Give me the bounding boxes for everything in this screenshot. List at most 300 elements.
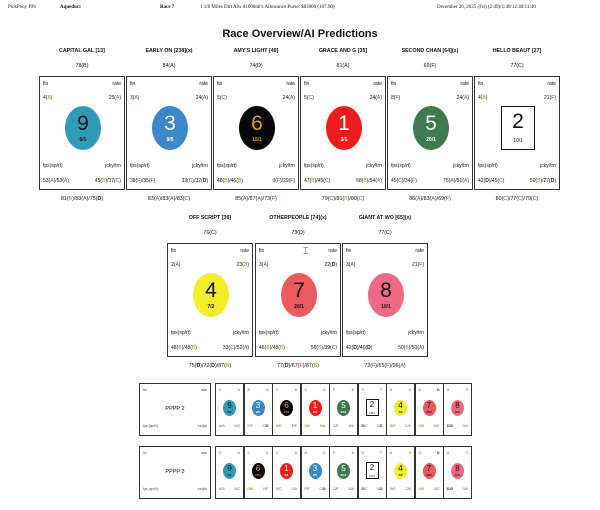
saddlecloth-badge	[239, 106, 275, 150]
saddlecloth-badge	[413, 106, 449, 150]
fps-value: 47(B)/45(C)	[304, 178, 331, 184]
fin-label: fin	[143, 388, 147, 392]
saddlecloth-badge	[451, 400, 464, 416]
odds-value: 10/1	[454, 410, 461, 414]
pppp-horse-cell[interactable]	[415, 383, 444, 436]
rate-grade: D	[436, 451, 440, 455]
fin-label: fin	[130, 81, 136, 87]
speed-figures: 72(F)/65(F)/96(A)	[364, 363, 406, 369]
pppp-label-cell	[139, 446, 211, 499]
jcky-grade: A/A	[348, 487, 354, 491]
jcky-value: 56(B)/39(C)	[310, 345, 337, 351]
odds-value: 7/2	[398, 473, 403, 477]
fin-label: fin	[171, 248, 177, 254]
program-number: 8	[380, 279, 392, 302]
fps-label: fps(sp/rt)	[304, 163, 324, 169]
morning-line: 74(D)	[249, 63, 263, 69]
pppp-label-cell	[139, 383, 211, 436]
program-number: 2	[369, 463, 375, 472]
jcky-label: jcky/trn	[192, 163, 208, 169]
rate-grade: F	[465, 451, 468, 455]
pppp-horse-cell[interactable]	[244, 383, 273, 436]
morning-line: 78(B)	[75, 63, 89, 69]
jcky-label: jcky/trn	[366, 163, 382, 169]
program-number: 8	[455, 464, 460, 473]
saddlecloth-badge	[309, 400, 322, 416]
jcky-grade: C/D	[319, 487, 326, 491]
jcky-grade: B/A	[319, 424, 326, 428]
saddlecloth-badge	[326, 106, 362, 150]
pppp-horse-cell[interactable]	[386, 383, 415, 436]
saddlecloth-badge	[366, 462, 379, 479]
odds-value: 3/1	[284, 473, 289, 477]
fps-value: 48(B)/48(B)	[171, 345, 197, 351]
fin-grade: F	[333, 388, 336, 392]
jcky-value: 0(F)/29(F)	[272, 178, 295, 184]
fin-value: 4(B)	[478, 95, 488, 101]
program-number: 6	[284, 401, 289, 410]
jcky-label: jcky/trn	[233, 330, 249, 336]
fps-grade: A/A	[219, 424, 225, 428]
pppp-horse-cell[interactable]	[358, 383, 387, 436]
saddlecloth-badge	[252, 463, 265, 479]
fps-grade: F/F	[304, 487, 310, 491]
program-number: 4	[205, 279, 217, 302]
rate-grade: B	[408, 388, 411, 392]
rate-value: 24(A)	[282, 95, 295, 101]
odds-value: 20/1	[340, 473, 347, 477]
fin-grade: C	[304, 388, 308, 392]
fps-label: fps(sp/rt)	[171, 330, 191, 336]
fin-value: 5(C)	[217, 95, 227, 101]
saddlecloth-badge	[337, 463, 350, 479]
fps-grade: C/F	[333, 424, 339, 428]
saddlecloth-badge	[193, 273, 229, 317]
program-number: 7	[426, 464, 432, 473]
fin-value: 5(C)	[304, 95, 314, 101]
fin-grade: A	[418, 388, 421, 392]
rate-value: 24(A)	[369, 95, 382, 101]
odds-value: 9/5	[166, 137, 174, 143]
odds-value: 9/5	[312, 473, 318, 477]
rate-label: rate	[547, 81, 556, 87]
odds-value: 20/1	[294, 304, 304, 310]
jcky-grade: B/C	[433, 424, 440, 428]
jcky-grade: B/C	[234, 424, 240, 428]
program-number: 8	[455, 401, 460, 410]
horse-name: SECOND CHAN [64](x)	[401, 48, 459, 54]
rate-label: rate	[240, 248, 249, 254]
speed-figures: 79(C)/81(B)/80(C)	[321, 196, 365, 202]
fps-label: fps (sp/rt)	[143, 424, 158, 428]
pppp-row	[139, 383, 467, 436]
horse-name: OFF SCRIPT [36]	[188, 215, 232, 221]
odds-value: 15/1	[255, 473, 261, 477]
fps-value: 53(A)/53(A)	[43, 178, 69, 184]
fps-value: 48(B)/46(B)	[217, 178, 243, 184]
fin-label: fin	[304, 81, 310, 87]
speed-figures: 77(D)/67(F)/87(B)	[277, 363, 319, 369]
morning-line: 69(F)	[423, 63, 437, 69]
horse-card[interactable]	[387, 76, 473, 190]
odds-value: 10/1	[454, 473, 461, 477]
horse-name: GRACE AND G [35]	[318, 48, 368, 54]
fin-grade: B	[361, 451, 364, 455]
horse-card[interactable]	[126, 76, 212, 190]
jcky-value: 50(B)/27(D)	[529, 178, 556, 184]
jcky-value: 50(B)/50(A)	[398, 345, 424, 351]
pppp-horse-cell[interactable]	[215, 383, 244, 436]
program-number: 4	[398, 464, 403, 473]
speed-figures: 80(C)/77(C)/79(C)	[495, 196, 539, 202]
rate-grade: A	[266, 388, 269, 392]
fps-grade: D/D	[447, 424, 454, 428]
fin-label: fin	[346, 248, 352, 254]
saddlecloth-badge	[501, 106, 535, 150]
program-number: 3	[312, 464, 318, 473]
saddlecloth-badge	[281, 273, 317, 317]
horse-card[interactable]	[167, 243, 253, 357]
app-name: PickPony PPs	[8, 5, 36, 10]
program-number: 9	[227, 401, 232, 410]
pppp-horse-cell[interactable]	[244, 446, 273, 499]
horse-name: OTHERPEOPLE [74](x)	[269, 215, 327, 221]
fps-label: fps(sp/rt)	[217, 163, 237, 169]
fin-value: 3(A)	[259, 262, 269, 268]
rate-grade: A	[351, 451, 354, 455]
jcky-label: jcky/trn	[453, 163, 469, 169]
program-number: 1	[284, 464, 289, 473]
jcky-grade: B/C	[234, 487, 240, 491]
rate-grade: A	[294, 451, 297, 455]
horse-card[interactable]	[39, 76, 125, 190]
horse-name: CAPITAL GAL [13]	[59, 48, 105, 54]
program-number: 5	[425, 112, 437, 135]
fps-grade: A/A	[219, 487, 225, 491]
pppp-row	[139, 446, 467, 499]
rate-grade: A	[323, 451, 326, 455]
jcky-value: 58(B)/54(A)	[356, 178, 382, 184]
pppp-name: PPPP 2	[165, 406, 185, 412]
speed-figures: 85(A)/87(A)/73(F)	[235, 196, 277, 202]
rate-label: rate	[415, 248, 424, 254]
fin-grade: C	[247, 451, 251, 455]
saddlecloth-badge	[337, 400, 350, 416]
saddlecloth-badge	[394, 400, 407, 416]
program-number: 1	[312, 401, 318, 410]
odds-value: 20/1	[426, 410, 432, 414]
speed-figures: 81(B)/83(A)/75(D)	[60, 196, 104, 202]
pppp-horse-cell[interactable]	[272, 446, 301, 499]
rate-grade: D	[436, 388, 440, 392]
jcky-value: 45(B)/37(C)	[94, 178, 121, 184]
fin-label: fin	[43, 81, 49, 87]
rate-grade: A	[294, 388, 297, 392]
program-number: 6	[251, 112, 263, 135]
fps-grade: B/B	[276, 424, 282, 428]
fps-label: fps(sp/rt)	[259, 330, 279, 336]
program-number: 6	[255, 464, 261, 473]
saddlecloth-badge	[280, 400, 293, 416]
odds-value: 6/1	[227, 410, 232, 414]
odds-value: 10/1	[369, 474, 375, 478]
jcky-grade: F/F	[263, 487, 269, 491]
fps-grade: B/B	[390, 424, 396, 428]
odds-value: 6/1	[227, 473, 232, 477]
rate-value: 21(F)	[412, 262, 424, 268]
program-number: 9	[227, 464, 232, 473]
jcky-label: jcky/trn	[279, 163, 295, 169]
pppp-horse-cell[interactable]	[386, 446, 415, 499]
odds-value: 20/1	[426, 473, 432, 477]
saddlecloth-badge	[252, 400, 265, 416]
morning-line: 81(A)	[336, 63, 350, 69]
fin-grade: A	[390, 388, 393, 392]
odds-value: 20/1	[426, 137, 436, 143]
rate-grade: A	[323, 388, 326, 392]
odds-value: 7/2	[207, 304, 215, 310]
fin-grade: A	[247, 388, 250, 392]
fps-grade: C/F	[333, 487, 339, 491]
fin-grade: A	[390, 451, 393, 455]
rate-value: 24(A)	[195, 95, 208, 101]
track-name: Aqueduct	[60, 5, 81, 10]
speed-figures: 75(D)/72(D)/87(B)	[188, 363, 232, 369]
rate-label: rate	[328, 248, 337, 254]
pppp-horse-cell[interactable]	[301, 446, 330, 499]
pppp-horse-cell[interactable]	[329, 446, 358, 499]
rate-value: 24(A)	[456, 95, 469, 101]
fps-grade: B/C	[276, 487, 282, 491]
race-date: December 26, 2025 (Fri) (2:49)/1:40/12:40/11:40	[437, 5, 536, 10]
horse-card[interactable]	[213, 76, 299, 190]
rate-grade: A	[351, 388, 354, 392]
saddlecloth-badge	[280, 463, 293, 479]
rate-value: 25(A)	[108, 95, 121, 101]
fin-value: 4(B)	[43, 95, 53, 101]
fin-grade: B	[219, 388, 222, 392]
fin-label: fin	[217, 81, 223, 87]
saddlecloth-badge	[423, 400, 436, 416]
fps-label: fps(sp/rt)	[391, 163, 411, 169]
program-number: 1	[338, 112, 350, 135]
fps-grade: F/F	[247, 424, 253, 428]
horse-card[interactable]	[342, 243, 428, 357]
fps-value: 42(D)/45(C)	[478, 178, 505, 184]
pppp-horse-cell[interactable]	[443, 383, 472, 436]
rate-label: rate	[199, 81, 208, 87]
fps-value: 42(D)/40(D)	[346, 345, 373, 351]
odds-value: 15/1	[252, 137, 262, 143]
program-number: 5	[341, 401, 346, 410]
rate-label: rate	[460, 81, 469, 87]
fin-grade: C	[276, 388, 279, 392]
saddlecloth-badge	[223, 463, 236, 479]
jcky-grade: C/D	[262, 424, 269, 428]
rate-label: rate	[200, 388, 207, 392]
rate-value: 22(D)	[324, 262, 337, 268]
jcky-label: jcky/trn	[540, 163, 556, 169]
odds-value: 9/5	[255, 410, 261, 414]
morning-line: 76(C)	[203, 230, 217, 236]
morning-line: 73(D)	[291, 230, 305, 236]
horse-name: EARLY ON [238](x)	[145, 48, 193, 54]
pppp-horse-cell[interactable]	[329, 383, 358, 436]
fin-label: fin	[259, 248, 265, 254]
speed-figures: 83(A)/83(A)/83(C)	[147, 196, 191, 202]
fin-grade: A	[447, 388, 450, 392]
fin-grade: A	[418, 451, 421, 455]
fps-value: 46(B)/48(B)	[259, 345, 285, 351]
rate-grade: F	[380, 451, 383, 455]
odds-value: 7/2	[398, 410, 403, 414]
jcky-grade: B/A	[291, 487, 297, 491]
horse-card[interactable]	[300, 76, 386, 190]
jcky-grade: F/F	[291, 424, 297, 428]
rate-grade: B	[408, 451, 411, 455]
fin-grade: B	[219, 451, 222, 455]
fps-grade: B/B	[247, 487, 254, 491]
odds-value: 3/1	[340, 137, 348, 143]
rate-label: rate	[286, 81, 295, 87]
odds-value: 20/1	[340, 410, 347, 414]
fps-label: fps(sp/rt)	[130, 163, 150, 169]
fin-value: 3(A)	[346, 262, 356, 268]
fps-grade: D/C	[361, 487, 368, 491]
odds-value: 10/1	[513, 138, 523, 144]
jcky-grade: A/A	[348, 424, 354, 428]
page-header	[0, 3, 600, 13]
fin-grade: A	[304, 451, 307, 455]
program-number: 3	[164, 112, 176, 135]
fps-grade: B/C	[304, 424, 311, 428]
rate-grade: A	[237, 451, 240, 455]
saddlecloth-badge	[152, 106, 188, 150]
jcky-label: trn/jck	[197, 487, 207, 491]
fps-grade: B/B	[418, 424, 425, 428]
text-cursor-icon: ⌶	[303, 246, 309, 256]
jcky-grade: C/A	[405, 424, 411, 428]
rate-grade: F	[380, 388, 383, 392]
fps-label: fps (sp/rt)	[143, 487, 158, 491]
jcky-value: 33(C)/32(D)	[181, 178, 208, 184]
program-number: 7	[293, 279, 305, 302]
rate-label: rate	[373, 81, 382, 87]
morning-line: 77(C)	[510, 63, 524, 69]
pppp-horse-cell[interactable]	[358, 446, 387, 499]
fps-label: fps(sp/rt)	[346, 330, 366, 336]
fps-grade: B/B	[390, 487, 396, 491]
fps-value: 38(F)/35(F)	[130, 178, 156, 184]
horse-card[interactable]	[474, 76, 560, 190]
race-conditions: 1 1/8 Miles Dirt Alw 81000ntl's Allowance Purse: $83000 (107.90)	[200, 5, 335, 10]
horse-card[interactable]	[255, 243, 341, 357]
horse-name: AMY'S LIGHT [49]	[233, 48, 279, 54]
saddlecloth-badge	[65, 106, 101, 150]
saddlecloth-badge	[451, 463, 464, 479]
jcky-grade: B/C	[433, 487, 440, 491]
odds-value: 10/1	[369, 411, 375, 415]
program-number: 4	[398, 401, 403, 410]
horse-name: HELLO BEAUT [27]	[492, 48, 542, 54]
odds-value: 6/1	[79, 137, 87, 143]
pppp-horse-cell[interactable]	[272, 383, 301, 436]
saddlecloth-badge	[223, 400, 236, 416]
program-number: 5	[341, 464, 346, 473]
fin-value: 3(A)	[130, 95, 140, 101]
program-number: 2	[369, 400, 375, 409]
pppp-horse-cell[interactable]	[301, 383, 330, 436]
pppp-horse-cell[interactable]	[215, 446, 244, 499]
pppp-horse-cell[interactable]	[415, 446, 444, 499]
fin-grade: A	[447, 451, 450, 455]
saddlecloth-badge	[368, 273, 404, 317]
fps-grade: D/C	[361, 424, 368, 428]
pppp-horse-cell[interactable]	[443, 446, 472, 499]
program-number: 3	[255, 401, 261, 410]
rate-label: rate	[200, 451, 207, 455]
rate-grade: A	[266, 451, 269, 455]
fin-label: fin	[478, 81, 484, 87]
fps-grade: D/D	[447, 487, 454, 491]
fin-label: fin	[391, 81, 397, 87]
saddlecloth-badge	[366, 399, 379, 416]
jcky-grade: B/A	[462, 487, 468, 491]
fin-grade: B	[361, 388, 364, 392]
jcky-value: 33(C)/52(A)	[222, 345, 249, 351]
jcky-label: jcky/trn	[105, 163, 121, 169]
saddlecloth-badge	[423, 463, 436, 479]
fps-value: 45(C)/34(F)	[391, 178, 417, 184]
race-number: Race 7	[160, 5, 175, 10]
jcky-value: 75(A)/51(A)	[443, 178, 469, 184]
program-number: 2	[512, 110, 524, 133]
jcky-label: jcky/trn	[408, 330, 424, 336]
fin-value: 2(A)	[171, 262, 181, 268]
odds-value: 10/1	[381, 304, 391, 310]
fin-grade: F	[333, 451, 336, 455]
rate-grade: A	[237, 388, 240, 392]
jcky-grade: B/D	[376, 424, 383, 428]
jcky-grade: C/A	[405, 487, 411, 491]
jcky-grade: B/D	[376, 487, 383, 491]
morning-line: 84(A)	[162, 63, 176, 69]
fps-label: fps(sp/rt)	[43, 163, 63, 169]
fps-label: fps(sp/rt)	[478, 163, 498, 169]
fin-grade: C	[276, 451, 279, 455]
jcky-grade: B/A	[462, 424, 468, 428]
odds-value: 15/1	[283, 410, 290, 414]
jcky-label: trn/jck	[197, 424, 207, 428]
pppp-name: PPPP 3	[165, 469, 185, 475]
program-number: 9	[77, 112, 89, 135]
rate-value: 21(F)	[544, 95, 556, 101]
rate-label: rate	[112, 81, 121, 87]
morning-line: 77(C)	[378, 230, 392, 236]
fin-value: 8(F)	[391, 95, 401, 101]
horse-name: GIANT AT WO [65](x)	[358, 215, 412, 221]
program-number: 7	[426, 401, 432, 410]
page-title: Race Overview/AI Predictions	[222, 28, 378, 40]
speed-figures: 86(A)/83(A)/69(F)	[409, 196, 451, 202]
fin-label: fin	[143, 451, 147, 455]
rate-grade: F	[465, 388, 468, 392]
odds-value: 3/1	[312, 410, 318, 414]
fps-grade: B/B	[418, 487, 425, 491]
saddlecloth-badge	[309, 463, 322, 479]
jcky-label: jcky/trn	[321, 330, 337, 336]
rate-value: 23(B)	[236, 262, 249, 268]
